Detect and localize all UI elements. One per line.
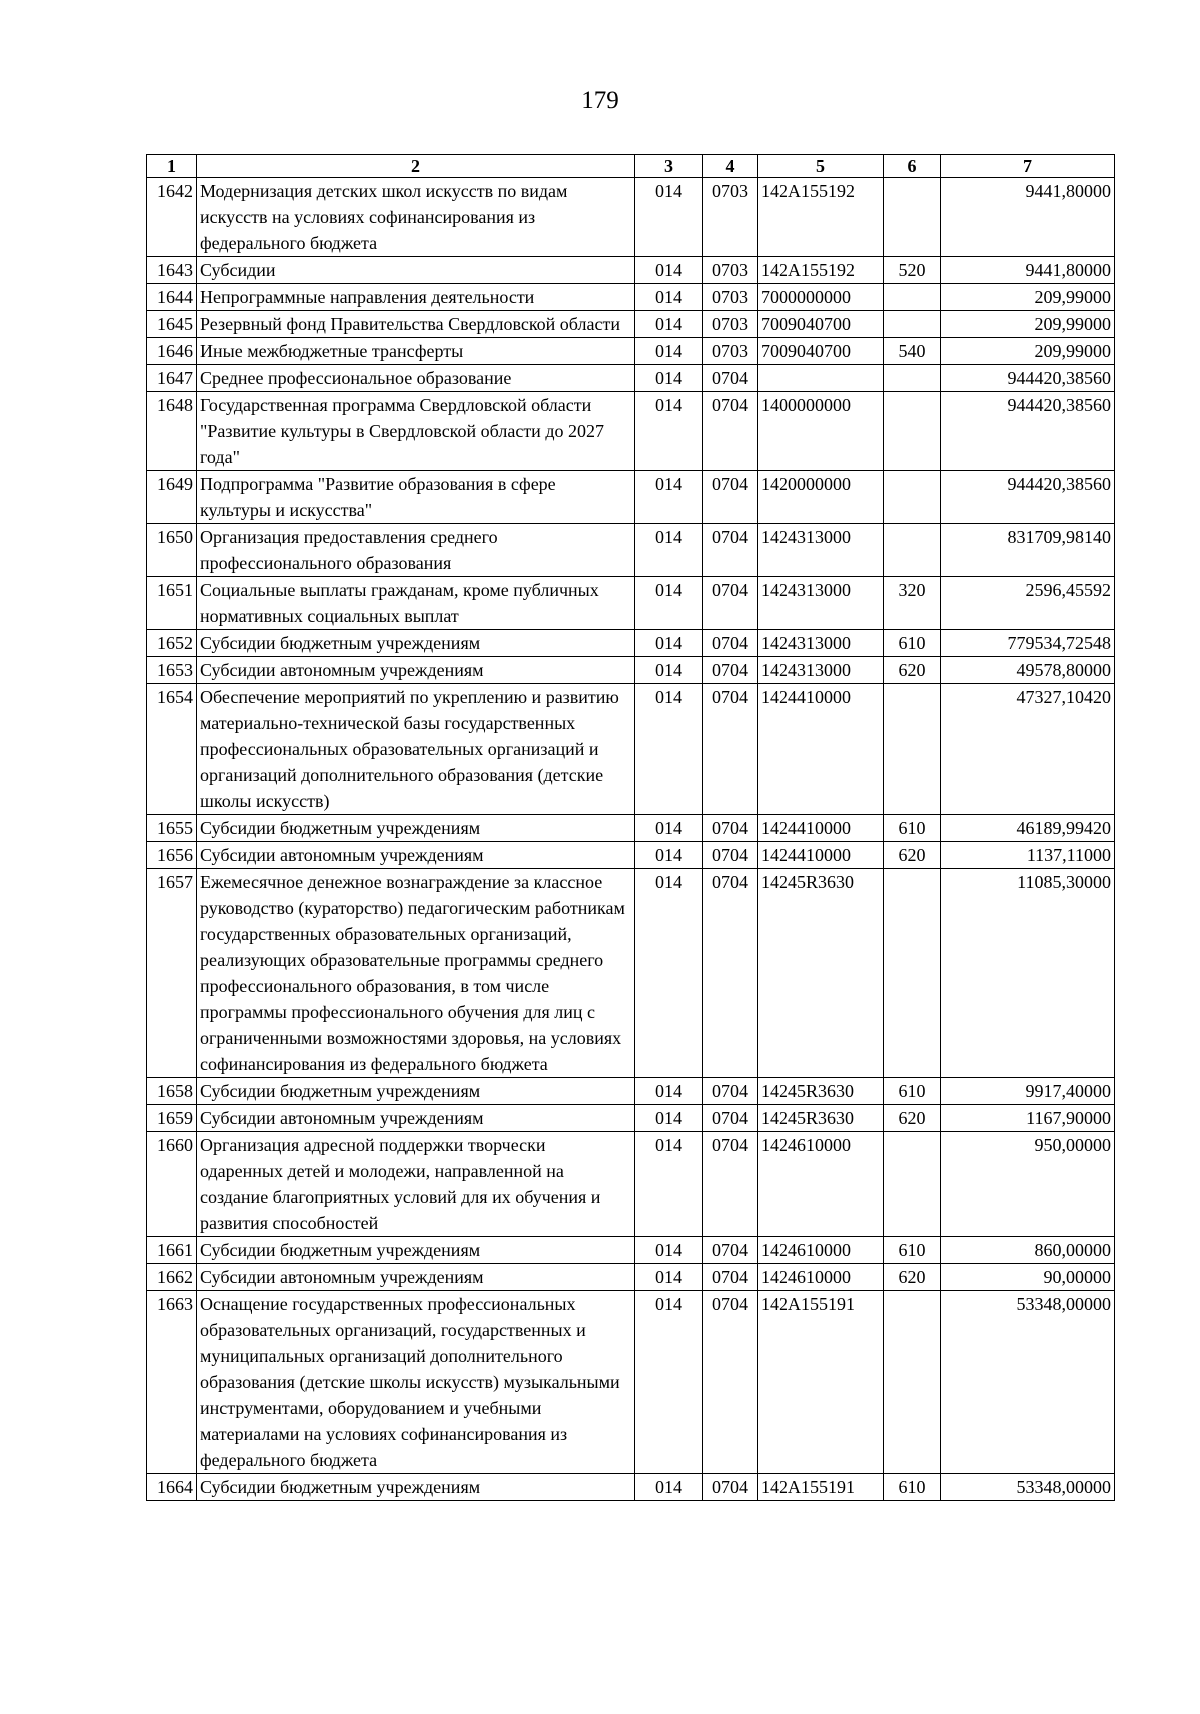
- amount-cell: 860,00000: [941, 1237, 1115, 1264]
- row-number-cell: 1662: [147, 1264, 197, 1291]
- target-article-cell: 1424410000: [758, 684, 884, 815]
- item-name-cell: Ежемесячное денежное вознаграждение за классное руководство (кураторство) педагогическим работникам государственных образовательных организаций, реализующих образовательные программы среднего профессионального образования, в том числе программы профессионального обучения для лиц с ограниченными возможностями здоровья, на условиях софинансирования из федерального бюджета: [197, 869, 635, 1078]
- row-number-cell: 1650: [147, 524, 197, 577]
- table-body: [147, 178, 1115, 1501]
- expense-type-cell: [884, 178, 941, 257]
- row-number-cell: 1657: [147, 869, 197, 1078]
- table-row: [147, 1237, 1115, 1264]
- row-number-cell: 1642: [147, 178, 197, 257]
- table-row: [147, 524, 1115, 577]
- table-row: [147, 815, 1115, 842]
- amount-cell: 53348,00000: [941, 1291, 1115, 1474]
- department-code-cell: 014: [635, 1105, 703, 1132]
- section-code-cell: 0704: [703, 684, 758, 815]
- section-code-cell: 0704: [703, 365, 758, 392]
- section-code-cell: 0704: [703, 524, 758, 577]
- section-code-cell: 0704: [703, 815, 758, 842]
- section-code-cell: 0703: [703, 178, 758, 257]
- expense-type-cell: [884, 524, 941, 577]
- section-code-cell: 0703: [703, 311, 758, 338]
- section-code-cell: 0704: [703, 657, 758, 684]
- department-code-cell: 014: [635, 1237, 703, 1264]
- section-code-cell: 0704: [703, 392, 758, 471]
- section-code-cell: 0703: [703, 257, 758, 284]
- amount-cell: 1137,11000: [941, 842, 1115, 869]
- table-row: [147, 869, 1115, 1078]
- department-code-cell: 014: [635, 1291, 703, 1474]
- department-code-cell: 014: [635, 630, 703, 657]
- table-row: [147, 630, 1115, 657]
- expense-type-cell: [884, 471, 941, 524]
- table-row: [147, 365, 1115, 392]
- expense-type-cell: 620: [884, 657, 941, 684]
- section-code-cell: 0704: [703, 471, 758, 524]
- target-article-cell: 1424313000: [758, 630, 884, 657]
- section-code-cell: 0704: [703, 577, 758, 630]
- page-number: 179: [581, 87, 619, 114]
- table-row: [147, 1291, 1115, 1474]
- section-code-cell: 0704: [703, 1105, 758, 1132]
- target-article-cell: 1424313000: [758, 657, 884, 684]
- row-number-cell: 1661: [147, 1237, 197, 1264]
- target-article-cell: 1400000000: [758, 392, 884, 471]
- budget-table: [146, 154, 1115, 1501]
- table-row: [147, 311, 1115, 338]
- amount-cell: 209,99000: [941, 338, 1115, 365]
- table-row: [147, 1474, 1115, 1501]
- row-number-cell: 1654: [147, 684, 197, 815]
- target-article-cell: 1424313000: [758, 577, 884, 630]
- amount-cell: 46189,99420: [941, 815, 1115, 842]
- department-code-cell: 014: [635, 338, 703, 365]
- amount-cell: 11085,30000: [941, 869, 1115, 1078]
- department-code-cell: 014: [635, 1132, 703, 1237]
- expense-type-cell: [884, 365, 941, 392]
- row-number-cell: 1651: [147, 577, 197, 630]
- row-number-cell: 1659: [147, 1105, 197, 1132]
- department-code-cell: 014: [635, 257, 703, 284]
- expense-type-cell: [884, 392, 941, 471]
- table-row: [147, 1264, 1115, 1291]
- target-article-cell: 1424610000: [758, 1132, 884, 1237]
- expense-type-cell: [884, 869, 941, 1078]
- amount-cell: 779534,72548: [941, 630, 1115, 657]
- amount-cell: 944420,38560: [941, 471, 1115, 524]
- amount-cell: 831709,98140: [941, 524, 1115, 577]
- item-name-cell: Субсидии автономным учреждениям: [197, 842, 635, 869]
- item-name-cell: Субсидии автономным учреждениям: [197, 657, 635, 684]
- table-row: [147, 1105, 1115, 1132]
- amount-cell: 47327,10420: [941, 684, 1115, 815]
- amount-cell: 209,99000: [941, 284, 1115, 311]
- table-row: [147, 1078, 1115, 1105]
- expense-type-cell: 620: [884, 842, 941, 869]
- target-article-cell: 1424610000: [758, 1237, 884, 1264]
- table-row: [147, 842, 1115, 869]
- amount-cell: 53348,00000: [941, 1474, 1115, 1501]
- table-row: [147, 471, 1115, 524]
- department-code-cell: 014: [635, 684, 703, 815]
- department-code-cell: 014: [635, 284, 703, 311]
- expense-type-cell: [884, 1291, 941, 1474]
- target-article-cell: 142A155191: [758, 1291, 884, 1474]
- section-code-cell: 0704: [703, 842, 758, 869]
- row-number-cell: 1649: [147, 471, 197, 524]
- target-article-cell: 142A155192: [758, 178, 884, 257]
- expense-type-cell: 540: [884, 338, 941, 365]
- item-name-cell: Подпрограмма "Развитие образования в сфере культуры и искусства": [197, 471, 635, 524]
- expense-type-cell: 610: [884, 1237, 941, 1264]
- item-name-cell: Социальные выплаты гражданам, кроме публичных нормативных социальных выплат: [197, 577, 635, 630]
- department-code-cell: 014: [635, 1264, 703, 1291]
- item-name-cell: Субсидии бюджетным учреждениям: [197, 1078, 635, 1105]
- target-article-cell: 7009040700: [758, 311, 884, 338]
- expense-type-cell: 610: [884, 1078, 941, 1105]
- expense-type-cell: [884, 1132, 941, 1237]
- item-name-cell: Среднее профессиональное образование: [197, 365, 635, 392]
- expense-type-cell: [884, 684, 941, 815]
- row-number-cell: 1656: [147, 842, 197, 869]
- row-number-cell: 1648: [147, 392, 197, 471]
- target-article-cell: 1424313000: [758, 524, 884, 577]
- expense-type-cell: 610: [884, 1474, 941, 1501]
- department-code-cell: 014: [635, 657, 703, 684]
- expense-type-cell: [884, 284, 941, 311]
- item-name-cell: Субсидии: [197, 257, 635, 284]
- item-name-cell: Оснащение государственных профессиональных образовательных организаций, государственных и муниципальных организаций дополнительного образования (детские школы искусств) музыкальными инструментами, оборудованием и учебными материалами на условиях софинансирования из федерального бюджета: [197, 1291, 635, 1474]
- amount-cell: 9917,40000: [941, 1078, 1115, 1105]
- target-article-cell: 1424410000: [758, 842, 884, 869]
- row-number-cell: 1644: [147, 284, 197, 311]
- expense-type-cell: 620: [884, 1264, 941, 1291]
- item-name-cell: Субсидии бюджетным учреждениям: [197, 815, 635, 842]
- row-number-cell: 1653: [147, 657, 197, 684]
- row-number-cell: 1663: [147, 1291, 197, 1474]
- table-row: [147, 178, 1115, 257]
- expense-type-cell: 610: [884, 630, 941, 657]
- section-code-cell: 0703: [703, 284, 758, 311]
- expense-type-cell: [884, 311, 941, 338]
- row-number-cell: 1660: [147, 1132, 197, 1237]
- item-name-cell: Субсидии автономным учреждениям: [197, 1264, 635, 1291]
- row-number-cell: 1664: [147, 1474, 197, 1501]
- target-article-cell: 14245R3630: [758, 1105, 884, 1132]
- target-article-cell: 7009040700: [758, 338, 884, 365]
- amount-cell: 944420,38560: [941, 392, 1115, 471]
- column-header-4: 4: [703, 155, 758, 178]
- expense-type-cell: 320: [884, 577, 941, 630]
- amount-cell: 9441,80000: [941, 178, 1115, 257]
- department-code-cell: 014: [635, 365, 703, 392]
- amount-cell: 90,00000: [941, 1264, 1115, 1291]
- row-number-cell: 1652: [147, 630, 197, 657]
- department-code-cell: 014: [635, 1474, 703, 1501]
- item-name-cell: Иные межбюджетные трансферты: [197, 338, 635, 365]
- item-name-cell: Субсидии бюджетным учреждениям: [197, 1474, 635, 1501]
- department-code-cell: 014: [635, 311, 703, 338]
- target-article-cell: 1420000000: [758, 471, 884, 524]
- amount-cell: 1167,90000: [941, 1105, 1115, 1132]
- section-code-cell: 0704: [703, 1132, 758, 1237]
- item-name-cell: Организация предоставления среднего профессионального образования: [197, 524, 635, 577]
- table-row: [147, 657, 1115, 684]
- column-header-5: 5: [758, 155, 884, 178]
- row-number-cell: 1658: [147, 1078, 197, 1105]
- item-name-cell: Субсидии бюджетным учреждениям: [197, 1237, 635, 1264]
- department-code-cell: 014: [635, 577, 703, 630]
- table-row: [147, 684, 1115, 815]
- amount-cell: 49578,80000: [941, 657, 1115, 684]
- department-code-cell: 014: [635, 178, 703, 257]
- table-row: [147, 338, 1115, 365]
- row-number-cell: 1655: [147, 815, 197, 842]
- column-header-2: 2: [197, 155, 635, 178]
- department-code-cell: 014: [635, 815, 703, 842]
- table-row: [147, 284, 1115, 311]
- amount-cell: 209,99000: [941, 311, 1115, 338]
- item-name-cell: Субсидии бюджетным учреждениям: [197, 630, 635, 657]
- amount-cell: 9441,80000: [941, 257, 1115, 284]
- item-name-cell: Непрограммные направления деятельности: [197, 284, 635, 311]
- section-code-cell: 0704: [703, 1078, 758, 1105]
- item-name-cell: Резервный фонд Правительства Свердловской области: [197, 311, 635, 338]
- target-article-cell: 1424610000: [758, 1264, 884, 1291]
- target-article-cell: 142A155191: [758, 1474, 884, 1501]
- table-row: [147, 257, 1115, 284]
- target-article-cell: 14245R3630: [758, 869, 884, 1078]
- section-code-cell: 0704: [703, 1291, 758, 1474]
- target-article-cell: 1424410000: [758, 815, 884, 842]
- target-article-cell: [758, 365, 884, 392]
- row-number-cell: 1645: [147, 311, 197, 338]
- section-code-cell: 0704: [703, 1237, 758, 1264]
- row-number-cell: 1643: [147, 257, 197, 284]
- amount-cell: 950,00000: [941, 1132, 1115, 1237]
- department-code-cell: 014: [635, 392, 703, 471]
- table-row: [147, 577, 1115, 630]
- header-row: [147, 155, 1115, 178]
- department-code-cell: 014: [635, 842, 703, 869]
- item-name-cell: Субсидии автономным учреждениям: [197, 1105, 635, 1132]
- row-number-cell: 1647: [147, 365, 197, 392]
- amount-cell: 944420,38560: [941, 365, 1115, 392]
- column-header-3: 3: [635, 155, 703, 178]
- expense-type-cell: 620: [884, 1105, 941, 1132]
- section-code-cell: 0703: [703, 338, 758, 365]
- section-code-cell: 0704: [703, 1264, 758, 1291]
- column-header-1: 1: [147, 155, 197, 178]
- table-row: [147, 392, 1115, 471]
- expense-type-cell: 610: [884, 815, 941, 842]
- item-name-cell: Модернизация детских школ искусств по видам искусств на условиях софинансирования из федерального бюджета: [197, 178, 635, 257]
- amount-cell: 2596,45592: [941, 577, 1115, 630]
- column-header-7: 7: [941, 155, 1115, 178]
- row-number-cell: 1646: [147, 338, 197, 365]
- expense-type-cell: 520: [884, 257, 941, 284]
- target-article-cell: 142A155192: [758, 257, 884, 284]
- section-code-cell: 0704: [703, 869, 758, 1078]
- section-code-cell: 0704: [703, 630, 758, 657]
- department-code-cell: 014: [635, 869, 703, 1078]
- item-name-cell: Обеспечение мероприятий по укреплению и развитию материально-технической базы государственных профессиональных образовательных организаций и организаций дополнительного образования (детские школы искусств): [197, 684, 635, 815]
- target-article-cell: 14245R3630: [758, 1078, 884, 1105]
- department-code-cell: 014: [635, 524, 703, 577]
- column-header-6: 6: [884, 155, 941, 178]
- section-code-cell: 0704: [703, 1474, 758, 1501]
- department-code-cell: 014: [635, 1078, 703, 1105]
- department-code-cell: 014: [635, 471, 703, 524]
- table-row: [147, 1132, 1115, 1237]
- item-name-cell: Государственная программа Свердловской области "Развитие культуры в Свердловской области до 2027 года": [197, 392, 635, 471]
- item-name-cell: Организация адресной поддержки творчески одаренных детей и молодежи, направленной на создание благоприятных условий для их обучения и развития способностей: [197, 1132, 635, 1237]
- target-article-cell: 7000000000: [758, 284, 884, 311]
